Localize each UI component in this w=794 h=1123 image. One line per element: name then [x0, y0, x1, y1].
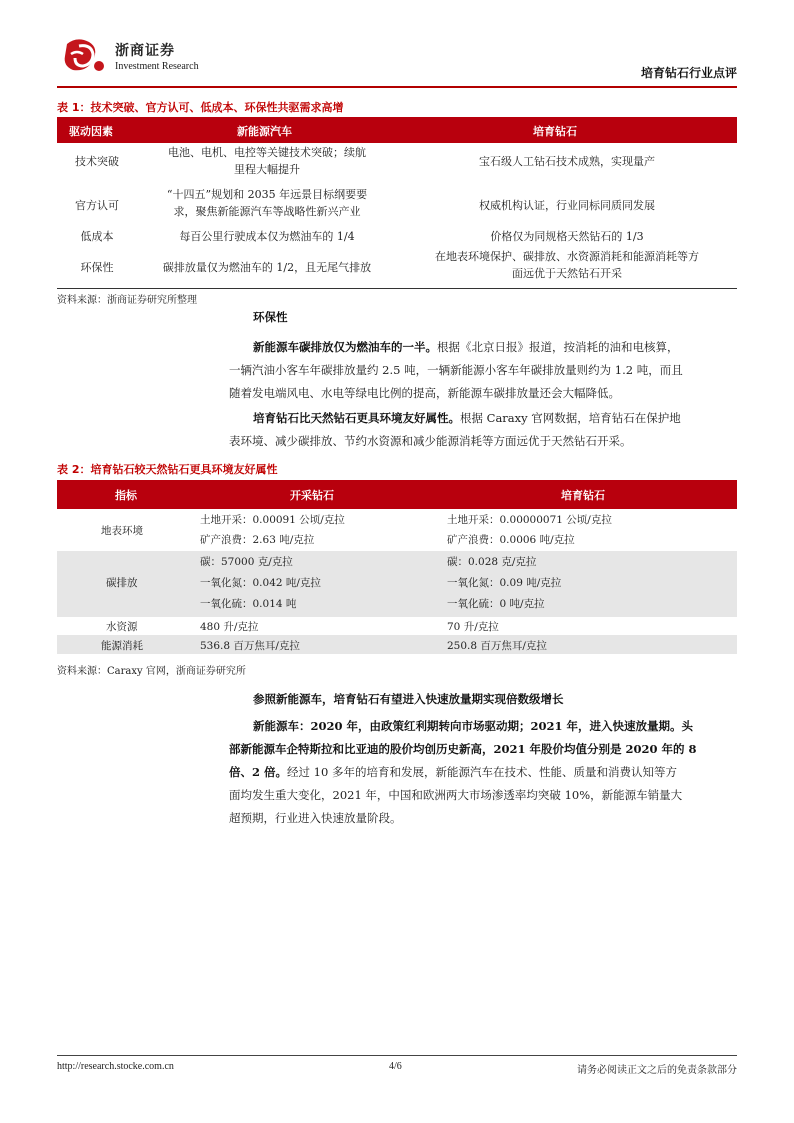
table2-header-grown: 培育钻石 — [561, 489, 605, 502]
paragraph-line — [229, 761, 737, 784]
table1-header-ev: 新能源汽车 — [237, 125, 292, 138]
paragraph-line: 随着发电端风电、水电等绿电比例的提高，新能源车碳排放量还会大幅降低。 — [229, 386, 620, 400]
text-span: 根据《北京日报》报道，按消耗的油和电核算， — [437, 340, 679, 354]
paragraph-ev-growth — [229, 715, 737, 830]
table2-header-mined: 开采钻石 — [290, 489, 334, 502]
bold-text: 新能源车：2020 年，由政策红利期转向市场驱动期；2021 年，进入快速放量期。头 — [253, 719, 694, 733]
table2-grown-value: 一氧化氮：0.09 吨/克拉 — [447, 577, 562, 589]
table1-ev-cell — [137, 186, 397, 220]
table1-ev-cell: 碳排放量仅为燃油车的 1/2，且无尾气排放 — [162, 261, 372, 274]
table2-grown-value: 一氧化硫：0 吨/克拉 — [447, 598, 545, 610]
table2-mined-value: 碳：57000 克/克拉 — [200, 556, 293, 568]
table2-mined-value: 一氧化氮：0.042 吨/克拉 — [200, 577, 321, 589]
table2-mined-value: 矿产浪费：2.63 吨/克拉 — [200, 534, 315, 546]
paragraph-line: 一辆汽油小客车年碳排放量约 2.5 吨，一辆新能源小客车年碳排放量则约为 1.2 吨，而且 — [229, 363, 683, 377]
table1-ev-line: 电池、电机、电控等关键技术突破；续航 — [168, 146, 366, 159]
table2-grown-value: 70 升/克拉 — [447, 621, 499, 633]
table2-source: 资料来源：Caraxy 官网，浙商证券研究所 — [57, 666, 246, 677]
table2-indicator-cell: 地表环境 — [101, 525, 143, 537]
table1-ev-cell: 每百公里行驶成本仅为燃油车的 1/4 — [179, 230, 355, 243]
table1-diamond-cell: 宝石级人工钻石技术成熟，实现量产 — [479, 155, 655, 168]
table2-caption: 表 2：培育钻石较天然钻石更具环境友好属性 — [57, 463, 278, 476]
table2-body — [57, 509, 737, 654]
table1-diamond-line: 面远优于天然钻石开采 — [512, 267, 622, 280]
table1-diamond-cell: 价格仅为同规格天然钻石的 1/3 — [490, 230, 644, 243]
table2-grown-value: 土地开采：0.00000071 公顷/克拉 — [447, 514, 612, 526]
page-header — [57, 36, 737, 86]
table1-header-row — [57, 117, 737, 143]
table2-indicator-cell: 能源消耗 — [101, 640, 143, 652]
table2-header-indicator: 指标 — [115, 489, 137, 502]
table1-factor-cell: 官方认可 — [75, 199, 119, 212]
table1-factor-cell: 环保性 — [80, 261, 114, 274]
bold-lead: 培育钻石比天然钻石更具环境友好属性。 — [253, 411, 460, 425]
table2-row-shade — [57, 635, 737, 654]
paragraph-line — [229, 784, 737, 807]
logo-icon — [63, 36, 107, 76]
table2-mined-value: 土地开采：0.00091 公顷/克拉 — [200, 514, 345, 526]
bold-text: 部新能源车企特斯拉和比亚迪的股价均创历史新高，2021 年股价均值分别是 2020 年的 8 — [229, 742, 697, 756]
table2-indicator-cell: 水资源 — [106, 621, 138, 633]
text-span: 根据 Caraxy 官网数据，培育钻石在保护地 — [460, 411, 681, 425]
table1-body — [57, 143, 737, 289]
footer-divider — [57, 1055, 737, 1056]
table2-grown-value: 碳：0.028 克/克拉 — [447, 556, 537, 568]
text-span: 经过 10 多年的培育和发展，新能源汽车在技术、性能、质量和消费认知等方 — [287, 765, 677, 779]
bold-text: 倍、2 倍。 — [229, 765, 288, 779]
paragraph-lines — [229, 715, 737, 830]
table2-grown-value: 250.8 百万焦耳/克拉 — [447, 640, 547, 652]
company-logo — [63, 36, 223, 78]
table1-diamond-cell — [397, 248, 737, 282]
bold-lead: 新能源车碳排放仅为燃油车的一半。 — [253, 340, 437, 354]
table2-grown-value: 矿产浪费：0.0006 吨/克拉 — [447, 534, 575, 546]
logo-text-en: Investment Research — [115, 61, 199, 72]
text-span: 超预期，行业进入快速放量阶段。 — [229, 811, 402, 825]
table2-indicator-cell: 碳排放 — [106, 577, 138, 589]
paragraph-line — [253, 336, 737, 359]
table1-ev-line: “十四五”规划和 2035 年远景目标纲要要 — [166, 188, 368, 201]
paragraph-line — [253, 407, 737, 430]
table1-header-factor: 驱动因素 — [69, 125, 113, 138]
paragraph-diamond-emission — [229, 407, 737, 453]
paragraph-ev-emission — [229, 336, 737, 405]
table1-caption: 表 1：技术突破、官方认可、低成本、环保性共驱需求高增 — [57, 101, 344, 114]
table1-factor-cell: 技术突破 — [75, 155, 119, 168]
section-heading-env: 环保性 — [253, 310, 288, 324]
table1-diamond-cell: 权威机构认证，行业同标同质同发展 — [479, 199, 655, 212]
table1-ev-line: 里程大幅提升 — [234, 163, 300, 176]
table1-diamond-line: 在地表环境保护、碳排放、水资源消耗和能源消耗等方 — [435, 250, 699, 263]
table1-source: 资料来源：浙商证券研究所整理 — [57, 295, 197, 306]
section-heading-ev: 参照新能源车，培育钻石有望进入快速放量期实现倍数级增长 — [253, 692, 564, 706]
report-title: 培育钻石行业点评 — [640, 66, 737, 80]
table1-header-diamond: 培育钻石 — [533, 125, 577, 138]
table1-ev-cell — [137, 144, 397, 178]
header-divider — [57, 86, 737, 88]
paragraph-line — [229, 738, 737, 761]
logo-text-cn: 浙商证券 — [115, 43, 175, 59]
paragraph-line — [229, 715, 737, 738]
footer-disclaimer: 请务必阅读正文之后的免责条款部分 — [577, 1065, 737, 1076]
table2-mined-value: 480 升/克拉 — [200, 621, 259, 633]
table2-row-shade — [57, 551, 737, 617]
page-number: 4/6 — [389, 1061, 402, 1072]
table2-mined-value: 536.8 百万焦耳/克拉 — [200, 640, 300, 652]
paragraph-line: 表环境、减少碳排放、节约水资源和减少能源消耗等方面远优于天然钻石开采。 — [229, 434, 632, 448]
text-span: 面均发生重大变化，2021 年，中国和欧洲两大市场渗透率均突破 10%，新能源车销量大 — [229, 788, 683, 802]
table1-factor-cell: 低成本 — [80, 230, 114, 243]
table2-header-row — [57, 480, 737, 509]
table1-ev-line: 求，聚焦新能源汽车等战略性新兴产业 — [173, 205, 361, 218]
paragraph-line — [229, 807, 737, 830]
table2-mined-value: 一氧化硫：0.014 吨 — [200, 598, 297, 610]
footer-url[interactable]: http://research.stocke.com.cn — [57, 1061, 174, 1072]
